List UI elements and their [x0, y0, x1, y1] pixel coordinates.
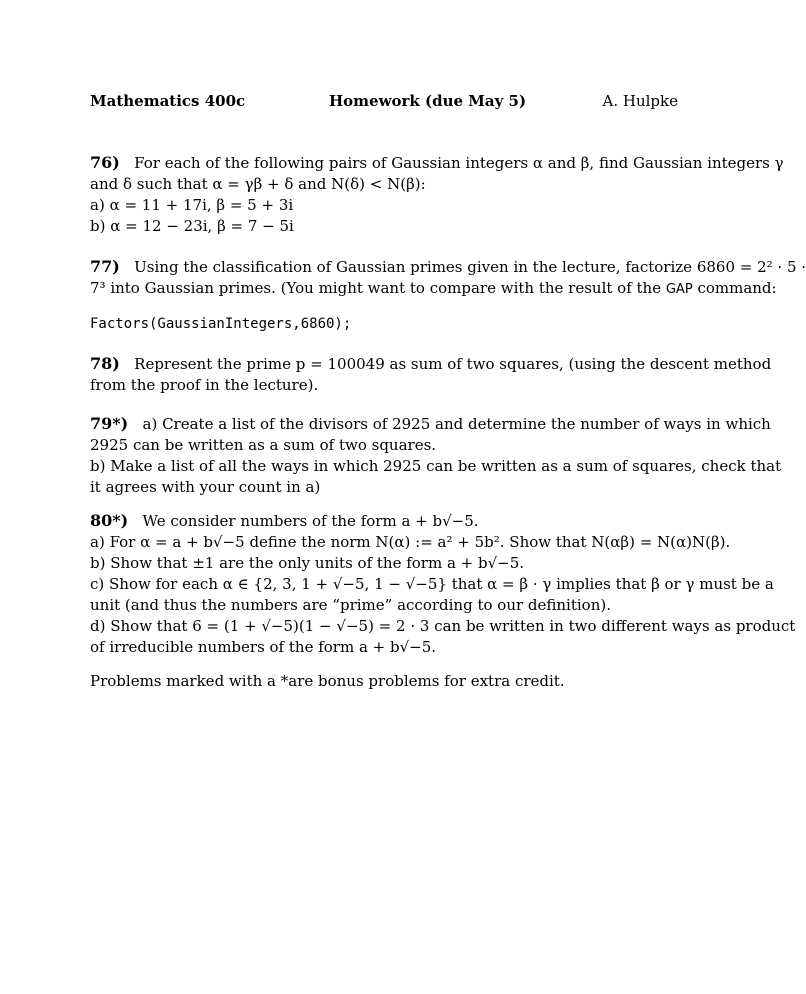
problem-text: We consider numbers of the form a + b√−5. — [142, 512, 479, 530]
gap-software-name: GAP — [665, 282, 693, 297]
problem-text: it agrees with your count in a) — [90, 478, 321, 496]
problem-text: 2925 can be written as a sum of two squares. — [90, 436, 437, 454]
problem-part-a: a) For α = a + b√−5 define the norm N(α) := a² + 5b². Show that N(αβ) = N(α)N(β). — [90, 533, 731, 551]
problem-text: command: — [697, 279, 777, 297]
problem-number: 79*) — [90, 414, 129, 433]
problem-number: 76) — [90, 153, 120, 172]
problem-80 — [90, 510, 796, 658]
problem-text: 7³ into Gaussian primes. (You might want to compare with the result of the — [90, 279, 662, 297]
problem-part-c: c) Show for each α ∈ {2, 3, 1 + √−5, 1 − √−5} that α = β · γ implies that β or γ must be a — [90, 575, 774, 593]
problem-number: 77) — [90, 257, 120, 276]
problem-text: and δ such that α = γβ + δ and N(δ) < N(β): — [90, 175, 426, 193]
problem-part-a: a) α = 11 + 17i, β = 5 + 3i — [90, 196, 294, 214]
problem-part-b: b) Show that ±1 are the only units of the form a + b√−5. — [90, 554, 525, 572]
problem-part-b: b) Make a list of all the ways in which 2925 can be written as a sum of squares, check that — [90, 457, 782, 475]
problem-text: For each of the following pairs of Gaussian integers α and β, find Gaussian integers γ — [134, 154, 784, 172]
gap-code-snippet: Factors(GaussianIntegers,6860); — [90, 316, 352, 332]
problem-76 — [90, 152, 784, 237]
problem-text: from the proof in the lecture). — [90, 376, 319, 394]
problem-number: 80*) — [90, 511, 129, 530]
problem-part-d: d) Show that 6 = (1 + √−5)(1 − √−5) = 2 · 3 can be written in two different ways as product — [90, 617, 796, 635]
problem-78 — [90, 353, 772, 396]
problem-number: 78) — [90, 354, 120, 373]
problem-text: Using the classification of Gaussian primes given in the lecture, factorize 6860 = 2² · 5 · — [134, 258, 806, 276]
problem-part-b: b) α = 12 − 23i, β = 7 − 5i — [90, 217, 294, 235]
problem-77 — [90, 256, 806, 335]
problem-text: of irreducible numbers of the form a + b√−5. — [90, 638, 437, 656]
homework-title: Homework (due May 5) — [329, 92, 527, 110]
problem-part-a: a) Create a list of the divisors of 2925 and determine the number of ways in which — [142, 415, 771, 433]
bonus-note: Problems marked with a *are bonus problems for extra credit. — [90, 672, 565, 690]
problem-79 — [90, 413, 782, 498]
problem-text: Represent the prime p = 100049 as sum of two squares, (using the descent method — [134, 355, 772, 373]
course-name: Mathematics 400c — [90, 92, 246, 110]
problem-text: unit (and thus the numbers are “prime” according to our definition). — [90, 596, 611, 614]
author-name: A. Hulpke — [602, 92, 678, 110]
